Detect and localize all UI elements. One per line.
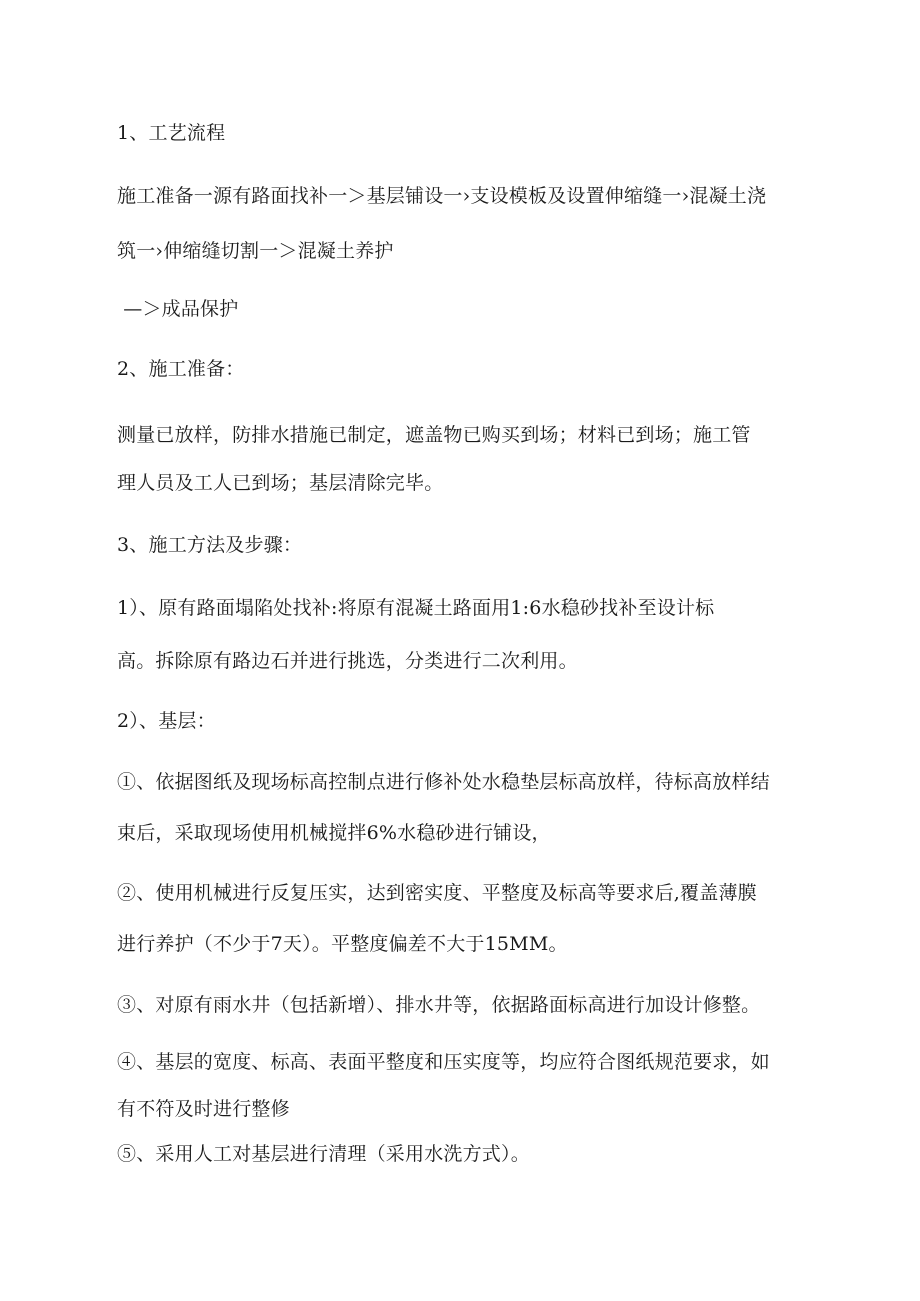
heading-preparation: 2、施工准备： <box>117 358 245 380</box>
heading-process-flow: 1、工艺流程 <box>117 122 226 144</box>
process-flow-line-1: 施工准备一源有路面找补一＞基层铺设一›支设模板及设置伸缩缝一›混凝土浇 <box>117 185 767 207</box>
step-2-line-2: 进行养护（不少于7天）。平整度偏差不大于15MM。 <box>117 933 568 955</box>
preparation-line-2: 理人员及工人已到场；基层清除完毕。 <box>117 472 444 494</box>
process-flow-line-2: 筑一›伸缩缝切割一＞混凝土养护 <box>117 240 394 262</box>
process-flow-line-3: —＞成品保护 <box>117 298 239 320</box>
heading-base-layer: 2）、基层： <box>117 710 216 732</box>
step-1-line-1: ①、依据图纸及现场标高控制点进行修补处水稳垫层标高放样，待标高放样结 <box>117 771 770 793</box>
step-2-line-1: ②、使用机械进行反复压实，达到密实度、平整度及标高等要求后,覆盖薄膜 <box>117 882 757 904</box>
preparation-line-1: 测量已放样，防排水措施已制定，遮盖物已购买到场；材料已到场；施工管 <box>117 424 751 446</box>
step-5-line-1: ⑤、采用人工对基层进行清理（采用水洗方式）。 <box>117 1143 530 1165</box>
step-1-line-2: 束后，采取现场使用机械搅拌6%水稳砂进行铺设， <box>117 822 551 844</box>
heading-methods: 3、施工方法及步骤： <box>117 534 303 556</box>
method-1-line-2: 高。拆除原有路边石并进行挑选，分类进行二次利用。 <box>117 650 578 672</box>
method-1-line-1: 1）、原有路面塌陷处找补:将原有混凝土路面用1:6水稳砂找补至设计标 <box>117 597 715 619</box>
step-3-line-1: ③、对原有雨水井（包括新增）、排水井等，依据路面标高进行加设计修整。 <box>117 994 761 1016</box>
step-4-line-2: 有不符及时进行整修 <box>117 1098 290 1120</box>
step-4-line-1: ④、基层的宽度、标高、表面平整度和压实度等，均应符合图纸规范要求，如 <box>117 1051 770 1073</box>
